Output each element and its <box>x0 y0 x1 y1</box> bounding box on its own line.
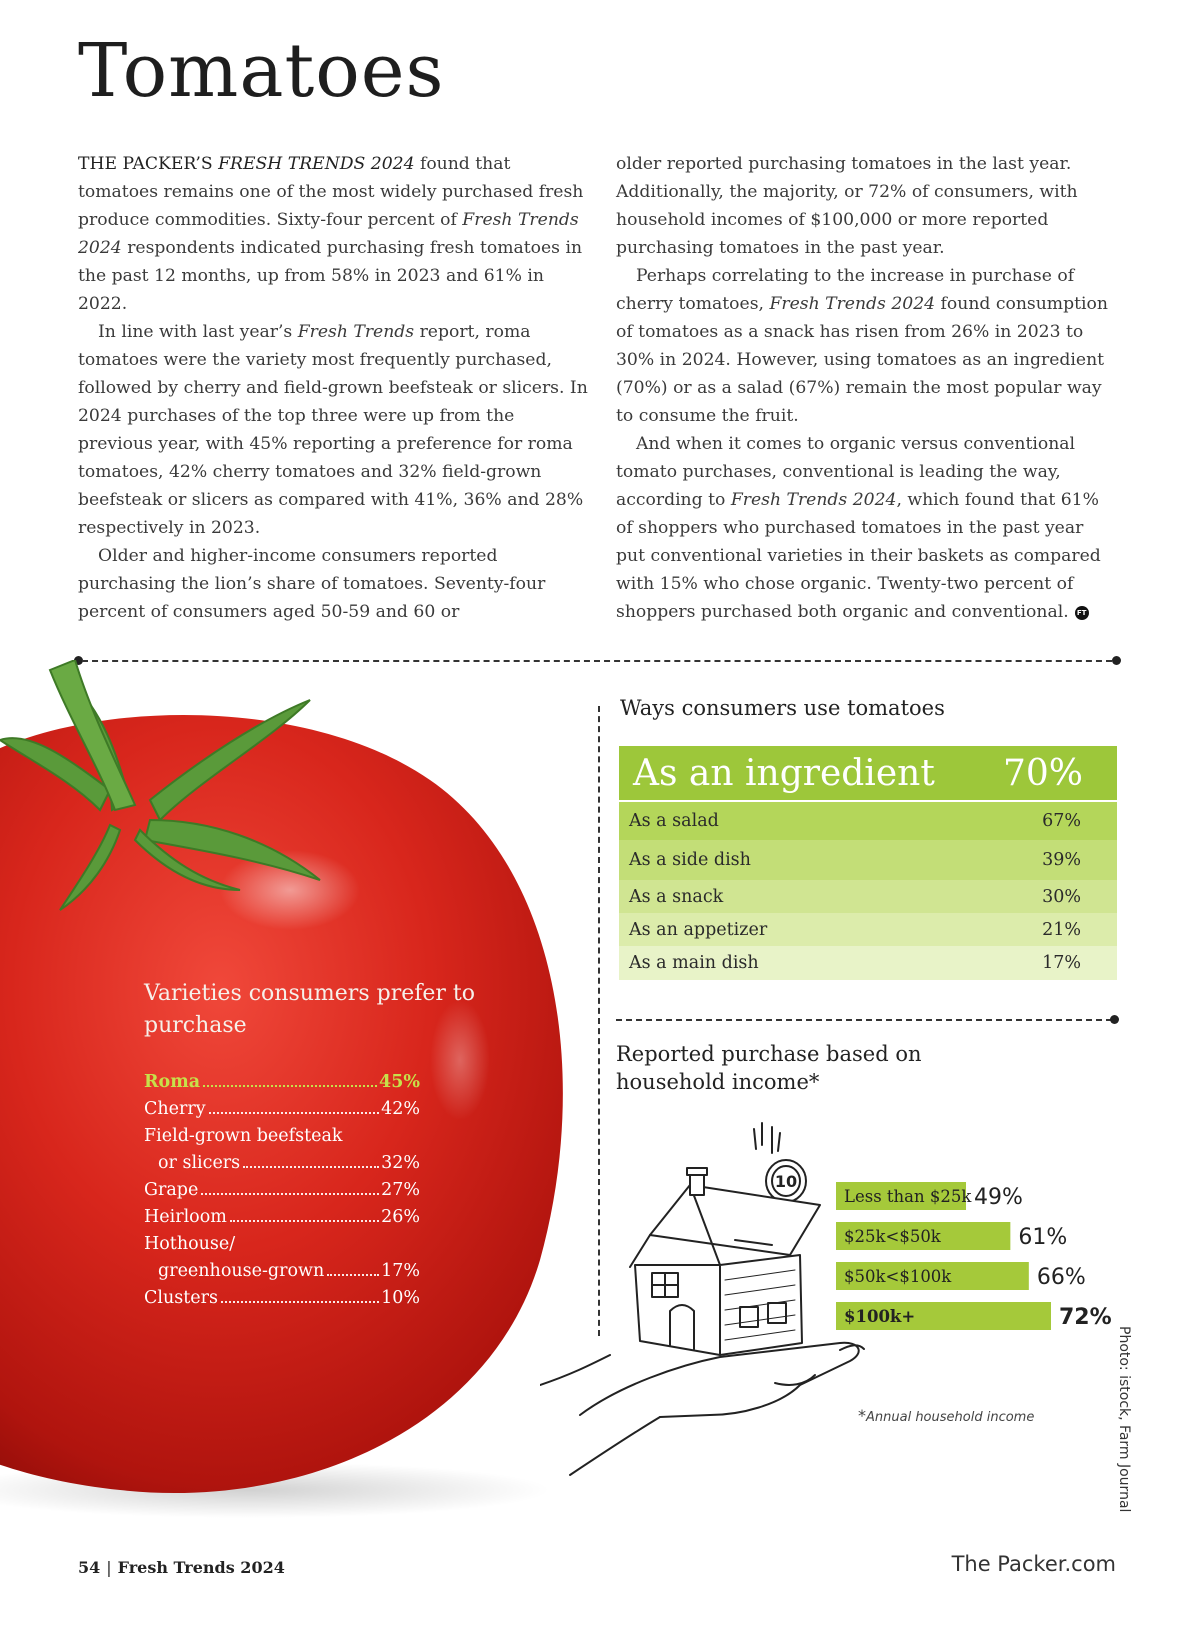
variety-label: Hothouse/ <box>144 1234 236 1254</box>
income-category-label: Less than $25k <box>844 1187 972 1206</box>
separator-dot <box>1110 1015 1119 1024</box>
article-italic: Fresh Trends 2024 <box>769 294 936 314</box>
photo-credit: Photo: istock, Farm Journal <box>1116 1326 1132 1513</box>
dot-leader <box>201 1193 379 1195</box>
ways-row <box>619 840 1117 880</box>
ways-label: As a salad <box>629 811 719 831</box>
article-text: Older and higher-income consumers reported purchasing the lion’s share of tomatoes. Seventy-four percent of consumers aged 50-59 and 60 or <box>78 546 546 622</box>
article-text: respondents indicated purchasing fresh tomatoes in the past 12 months, up from 58% in 2023 and 61% in 2022. <box>78 238 583 314</box>
article-text: In line with last year’s <box>98 322 298 342</box>
income-value-label: 49% <box>974 1185 1023 1210</box>
article-text: Perhaps correlating to the increase in purchase of cherry tomatoes, <box>616 266 1075 314</box>
variety-label: Roma <box>144 1072 201 1092</box>
variety-row <box>144 1207 420 1233</box>
article-italic: Fresh Trends <box>297 322 415 342</box>
ways-label: As a side dish <box>629 850 751 870</box>
article-column-right <box>616 150 1116 626</box>
ways-value: 17% <box>1042 953 1081 973</box>
footer-separator: | <box>106 1558 112 1577</box>
article-text: And when it comes to organic versus conventional tomato purchases, conventional is leading the way, according to <box>616 434 1076 510</box>
ways-row <box>619 913 1117 946</box>
ways-label: As a main dish <box>629 953 759 973</box>
ways-value: 67% <box>1042 811 1081 831</box>
variety-value: 42% <box>381 1099 420 1119</box>
income-category-label: $100k+ <box>844 1307 916 1326</box>
income-category-label: $50k<$100k <box>844 1267 952 1286</box>
variety-row-label <box>144 1126 420 1152</box>
ways-row <box>619 946 1117 980</box>
article-text: found that tomatoes remains one of the most widely purchased fresh produce commodities. Sixty-four percent of <box>78 154 584 230</box>
article-text: , which found that 61% of shoppers who purchased tomatoes in the past year put conventional varieties in their baskets as compared with 15% who chose organic. Twenty-two percent of shoppers purchased both organic and conventional. <box>616 490 1101 622</box>
ways-value: 21% <box>1042 919 1081 940</box>
article-paragraph <box>616 262 1116 430</box>
variety-row <box>144 1099 420 1125</box>
ways-row <box>619 880 1117 913</box>
variety-row <box>144 1153 420 1179</box>
page-number: 54 <box>78 1558 101 1577</box>
footnote-text: Annual household income <box>866 1410 1035 1425</box>
article-paragraph <box>78 318 588 542</box>
variety-row <box>144 1261 420 1287</box>
dot-leader <box>243 1166 379 1168</box>
varieties-chart-title: Varieties consumers prefer to purchase <box>144 981 475 1038</box>
variety-label: Field-grown beefsteak <box>144 1126 343 1146</box>
article-paragraph <box>616 430 1116 626</box>
variety-value: 26% <box>381 1207 420 1227</box>
variety-label: or slicers <box>158 1153 241 1173</box>
variety-value: 17% <box>381 1261 420 1281</box>
page-title: Tomatoes <box>78 28 445 114</box>
footer-site: The Packer.com <box>951 1552 1116 1576</box>
variety-row-label <box>144 1234 420 1260</box>
income-chart-title: Reported purchase based on household income* <box>616 1042 922 1094</box>
variety-label: Clusters <box>144 1288 218 1308</box>
variety-value: 32% <box>381 1153 420 1173</box>
article-paragraph-continued: older reported purchasing tomatoes in the last year. Additionally, the majority, or 72% of consumers, with household incomes of $100,000 or more reported purchasing tomatoes in the past year. <box>616 154 1078 258</box>
income-category-label: $25k<$50k <box>844 1227 941 1246</box>
ways-value: 30% <box>1042 886 1081 907</box>
variety-row <box>144 1180 420 1206</box>
ways-chart-title: Ways consumers use tomatoes <box>620 696 945 720</box>
article-paragraph <box>78 542 588 626</box>
dot-leader <box>221 1301 379 1303</box>
footer-folio <box>78 1558 285 1577</box>
ways-value: 70% <box>1002 752 1083 794</box>
article-text: report, roma tomatoes were the variety most frequently purchased, followed by cherry and field-grown beefsteak or slicers. In 2024 purchases of the top three were up from the previous year, with 45% reporting a preference for roma tomatoes, 42% cherry tomatoes and 32% field-grown beefsteak or slicers as compared with 41%, 36% and 28% respectively in 2023. <box>78 322 588 538</box>
variety-label: Heirloom <box>144 1207 227 1227</box>
article-paragraph <box>78 150 588 318</box>
income-value-label: 66% <box>1036 1265 1086 1290</box>
variety-label: Cherry <box>144 1099 206 1119</box>
ways-label: As an ingredient <box>633 752 935 794</box>
variety-label: greenhouse-grown <box>158 1261 325 1281</box>
variety-value: 10% <box>381 1288 420 1308</box>
ways-value: 39% <box>1042 850 1081 870</box>
ways-label: As a snack <box>629 886 724 907</box>
dot-leader <box>203 1085 377 1087</box>
dot-leader <box>230 1220 379 1222</box>
variety-row <box>144 1288 420 1314</box>
house-in-hand-illustration <box>540 1115 870 1485</box>
dot-leader <box>209 1112 379 1114</box>
article-column-left <box>78 150 588 626</box>
lead-in: THE PACKER’S <box>78 154 219 174</box>
section-divider <box>616 1019 1112 1021</box>
separator-dot <box>1112 656 1121 665</box>
article-italic: Fresh Trends 2024 <box>730 490 897 510</box>
ways-label: As an appetizer <box>629 919 768 940</box>
article-italic: Fresh Trends 2024 <box>78 210 579 258</box>
ways-row-top <box>619 746 1117 800</box>
coin-label: 10 <box>774 1172 798 1191</box>
dot-leader <box>327 1274 379 1276</box>
income-value-label: 72% <box>1059 1305 1112 1330</box>
variety-value: 45% <box>379 1072 420 1092</box>
income-value-label: 61% <box>1018 1225 1068 1250</box>
footnote-mark: * <box>858 1406 866 1425</box>
income-bar-chart <box>830 1180 1120 1350</box>
variety-value: 27% <box>381 1180 420 1200</box>
publication-name: Fresh Trends 2024 <box>117 1558 285 1577</box>
variety-label: Grape <box>144 1180 199 1200</box>
variety-row <box>144 1072 420 1098</box>
lead-in-title: FRESH TRENDS 2024 <box>218 154 415 174</box>
ways-row <box>619 802 1117 840</box>
fresh-trends-end-icon: FT <box>1075 606 1089 620</box>
article-text: found consumption of tomatoes as a snack has risen from 26% in 2023 to 30% in 2024. However, using tomatoes as an ingredient (70%) or as a salad (67%) remain the most popular way to consume the fruit. <box>616 294 1108 426</box>
income-footnote <box>858 1406 1034 1425</box>
